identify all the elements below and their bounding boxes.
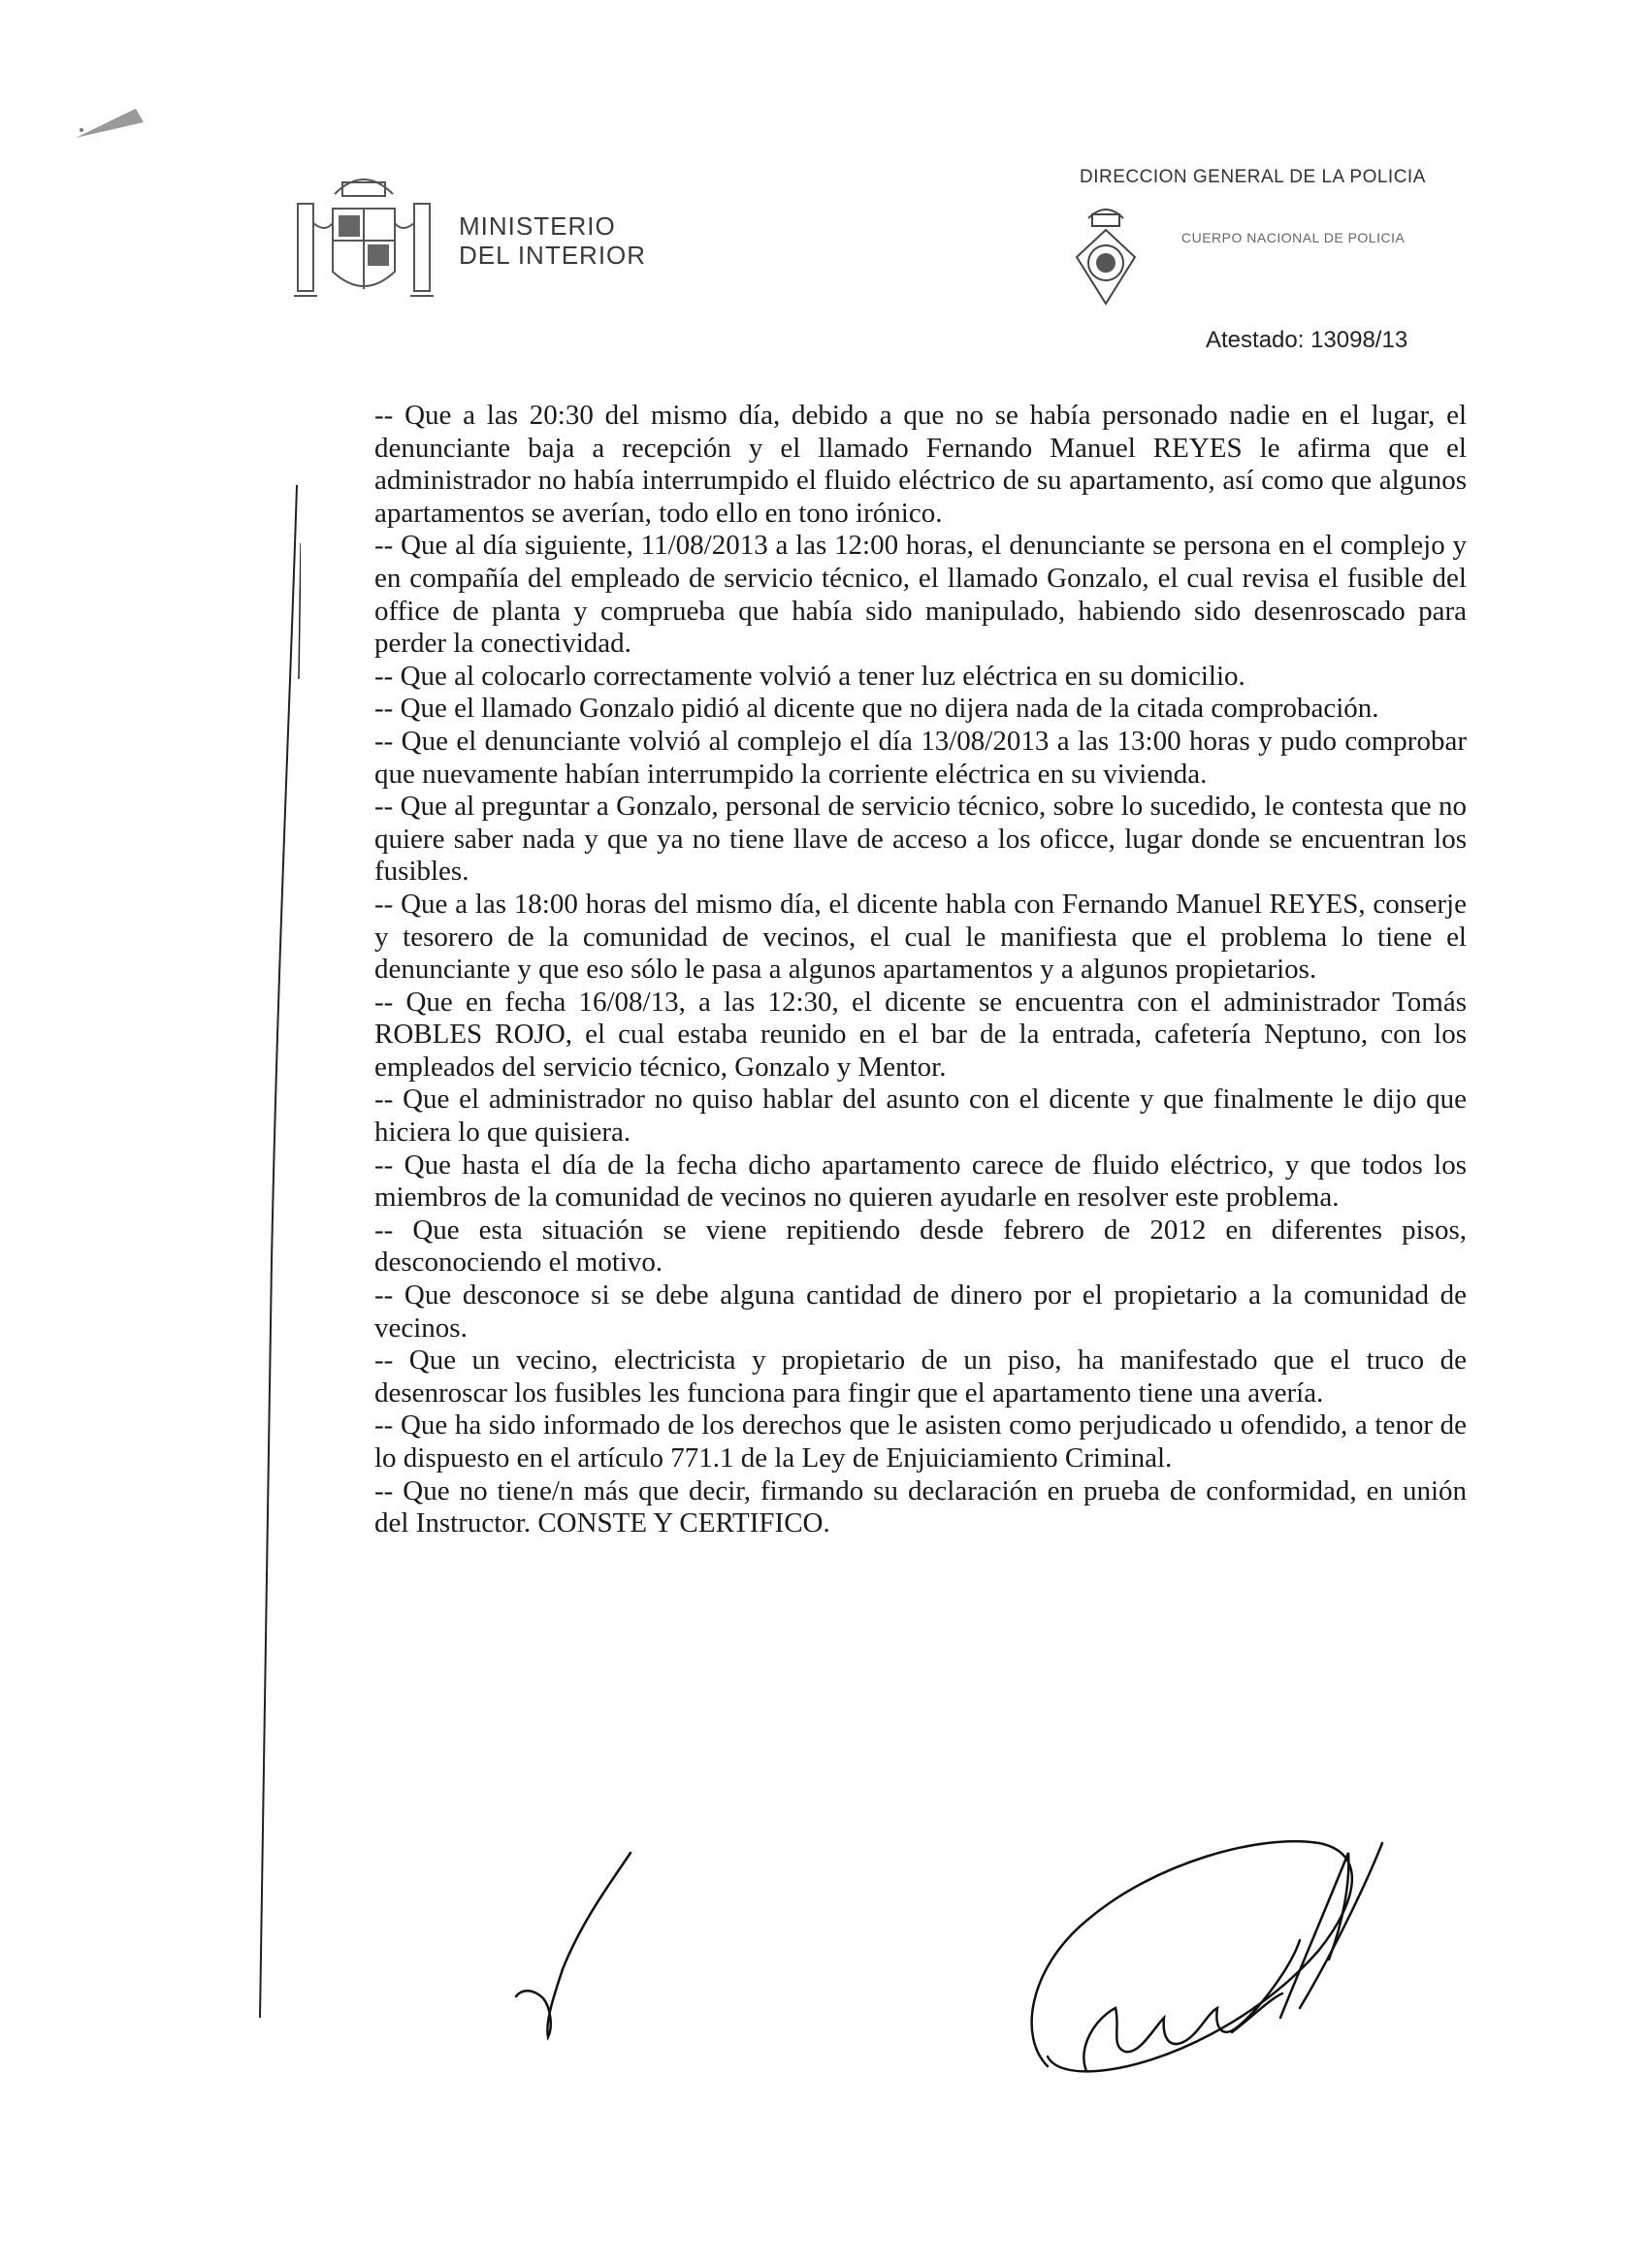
paragraph: -- Que en fecha 16/08/13, a las 12:30, el dicente se encuentra con el administrador Tomás ROBLES ROJO, el cual estaba reunido en el bar de la entrada, cafetería Neptuno, con los empleados del servicio técnico, Gonzalo y Mentor. <box>374 986 1467 1083</box>
spain-coat-of-arms-icon <box>286 165 441 320</box>
paragraph: -- Que al colocarlo correctamente volvió a tener luz eléctrica en su domicilio. <box>374 660 1245 692</box>
atestado-number: Atestado: 13098/13 <box>1206 327 1408 353</box>
ministry-name <box>459 211 646 270</box>
declarant-signature <box>1009 1824 1426 2086</box>
declaration-body <box>374 400 1467 1540</box>
paragraph: -- Que ha sido informado de los derechos que le asisten como perjudicado u ofendido, a tenor de lo dispuesto en el artículo 771.1 de la Ley de Enjuiciamiento Criminal. <box>374 1409 1467 1474</box>
paragraph: -- Que el administrador no quiso hablar del asunto con el dicente y que finalmente le dijo que hiciera lo que quisiera. <box>374 1084 1467 1149</box>
paragraph: -- Que hasta el día de la fecha dicho apartamento carece de fluido eléctrico, y que todos los miembros de la comunidad de vecinos no quieren ayudarle en resolver este problema. <box>374 1149 1467 1214</box>
ministry-line-1: MINISTERIO <box>459 211 616 241</box>
paragraph: -- Que un vecino, electricista y propietario de un piso, ha manifestado que el truco de desenroscar los fusibles les funciona para fingir que el apartamento tiene una avería. <box>374 1345 1467 1409</box>
paragraph: -- Que desconoce si se debe alguna cantidad de dinero por el propietario a la comunidad de vecinos. <box>374 1280 1467 1344</box>
police-corps-name: CUERPO NACIONAL DE POLICIA <box>1181 230 1406 245</box>
paragraph: -- Que el denunciante volvió al complejo el día 13/08/2013 a las 13:00 horas y pudo comprobar que nuevamente habían interrumpido la corriente eléctrica en su vivienda. <box>374 725 1467 790</box>
instructor-signature <box>504 1843 660 2047</box>
police-badge-icon <box>1067 199 1145 315</box>
paragraph: -- Que a las 18:00 horas del mismo día, el dicente habla con Fernando Manuel REYES, conserje y tesorero de la comunidad de vecinos, el cual le manifiesta que el problema lo tiene el denunciante y que eso sólo le pasa a algunos apartamentos y a algunos propietarios. <box>374 888 1467 986</box>
directorate-title: DIRECCION GENERAL DE LA POLICIA <box>1080 167 1426 187</box>
paragraph: -- Que al preguntar a Gonzalo, personal de servicio técnico, sobre lo sucedido, le contesta que no quiere saber nada y que ya no tiene llave de acceso a los oficce, lugar donde se encuentran los fusibles. <box>374 791 1467 888</box>
scan-corner-mark <box>68 97 175 155</box>
paragraph: -- Que esta situación se viene repitiendo desde febrero de 2012 en diferentes pisos, desconociendo el motivo. <box>374 1214 1467 1279</box>
paragraph: -- Que a las 20:30 del mismo día, debido a que no se había personado nadie en el lugar, el denunciante baja a recepción y el llamado Fernando Manuel REYES le afirma que el administrador no había interrumpido el fluido eléctrico de su apartamento, así como que algunos apartamentos se averían, todo ello en tono irónico. <box>374 400 1467 529</box>
paragraph: -- Que al día siguiente, 11/08/2013 a las 12:00 horas, el denunciante se persona en el complejo y en compañía del empleado de servicio técnico, el llamado Gonzalo, el cual revisa el fusible del office de planta y comprueba que había sido manipulado, habiendo sido desenroscado para perder la conectividad. <box>374 530 1467 660</box>
ministry-line-2: DEL INTERIOR <box>459 241 647 270</box>
margin-line <box>242 485 301 2018</box>
ministry-header <box>286 165 694 320</box>
paragraph: -- Que el llamado Gonzalo pidió al dicente que no dijera nada de la citada comprobación. <box>374 693 1379 725</box>
paragraph: -- Que no tiene/n más que decir, firmando su declaración en prueba de conformidad, en unión del Instructor. CONSTE Y CERTIFICO. <box>374 1474 1467 1539</box>
